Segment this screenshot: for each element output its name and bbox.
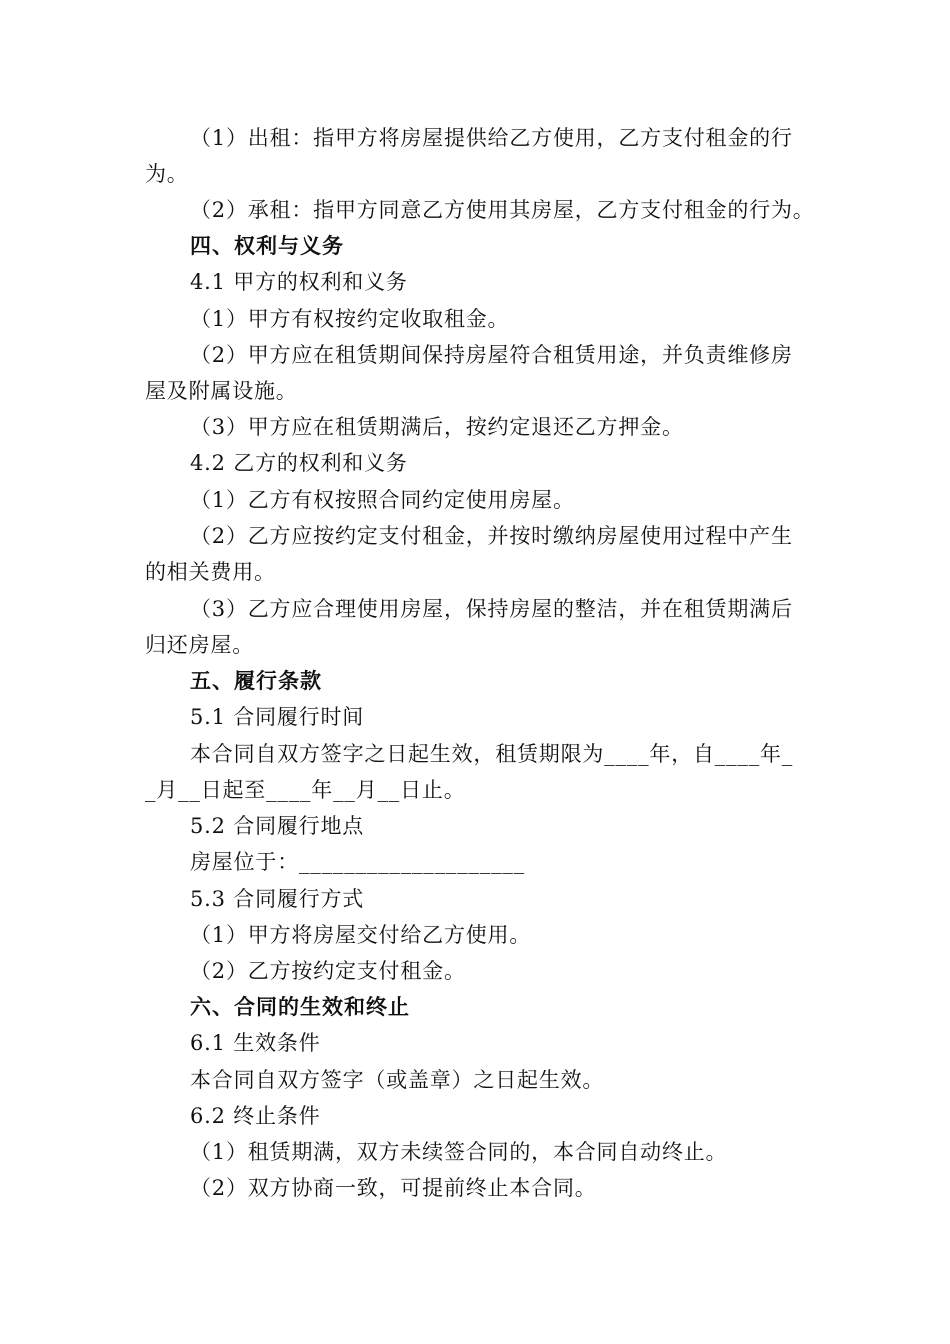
clause-4-2-item-3-line-1: （3）乙方应合理使用房屋，保持房屋的整洁，并在租赁期满后: [190, 597, 793, 621]
subsection-4-2-title: 4.2 乙方的权利和义务: [190, 451, 408, 475]
clause-5-1-text-line-1: 本合同自双方签字之日起生效，租赁期限为____年，自____年_: [190, 742, 794, 766]
clause-4-2-item-2-line-2: 的相关费用。: [145, 560, 276, 584]
clause-4-2-item-3-line-2: 归还房屋。: [145, 633, 254, 657]
section-heading-6: 六、合同的生效和终止: [190, 995, 410, 1019]
clause-4-1-item-2-line-1: （2）甲方应在租赁期间保持房屋符合租赁用途，并负责维修房: [190, 343, 793, 367]
section-heading-4: 四、权利与义务: [190, 234, 344, 258]
clause-5-2-text: 房屋位于：____________________: [190, 850, 525, 874]
clause-4-2-item-1: （1）乙方有权按照合同约定使用房屋。: [190, 488, 575, 512]
clause-3-item-1-line-2: 为。: [145, 162, 189, 186]
subsection-5-3-title: 5.3 合同履行方式: [190, 887, 365, 911]
clause-6-1-text: 本合同自双方签字（或盖章）之日起生效。: [190, 1068, 605, 1092]
subsection-4-1-title: 4.1 甲方的权利和义务: [190, 270, 408, 294]
subsection-6-1-title: 6.1 生效条件: [190, 1031, 321, 1055]
subsection-6-2-title: 6.2 终止条件: [190, 1104, 321, 1128]
clause-3-item-1-line-1: （1）出租：指甲方将房屋提供给乙方使用，乙方支付租金的行: [190, 126, 793, 150]
clause-5-1-text-line-2: _月__日起至____年__月__日止。: [145, 778, 466, 802]
subsection-5-1-title: 5.1 合同履行时间: [190, 705, 365, 729]
clause-6-2-item-2: （2）双方协商一致，可提前终止本合同。: [190, 1176, 597, 1200]
subsection-5-2-title: 5.2 合同履行地点: [190, 814, 365, 838]
clause-4-1-item-2-line-2: 屋及附属设施。: [145, 379, 298, 403]
clause-6-2-item-1: （1）租赁期满，双方未续签合同的，本合同自动终止。: [190, 1140, 728, 1164]
section-heading-5: 五、履行条款: [190, 669, 322, 693]
clause-3-item-2: （2）承租：指甲方同意乙方使用其房屋，乙方支付租金的行为。: [190, 198, 815, 222]
clause-4-2-item-2-line-1: （2）乙方应按约定支付租金，并按时缴纳房屋使用过程中产生: [190, 524, 793, 548]
clause-5-3-item-2: （2）乙方按约定支付租金。: [190, 959, 466, 983]
clause-4-1-item-1: （1）甲方有权按约定收取租金。: [190, 307, 510, 331]
clause-5-3-item-1: （1）甲方将房屋交付给乙方使用。: [190, 923, 532, 947]
clause-4-1-item-3: （3）甲方应在租赁期满后，按约定退还乙方押金。: [190, 415, 684, 439]
